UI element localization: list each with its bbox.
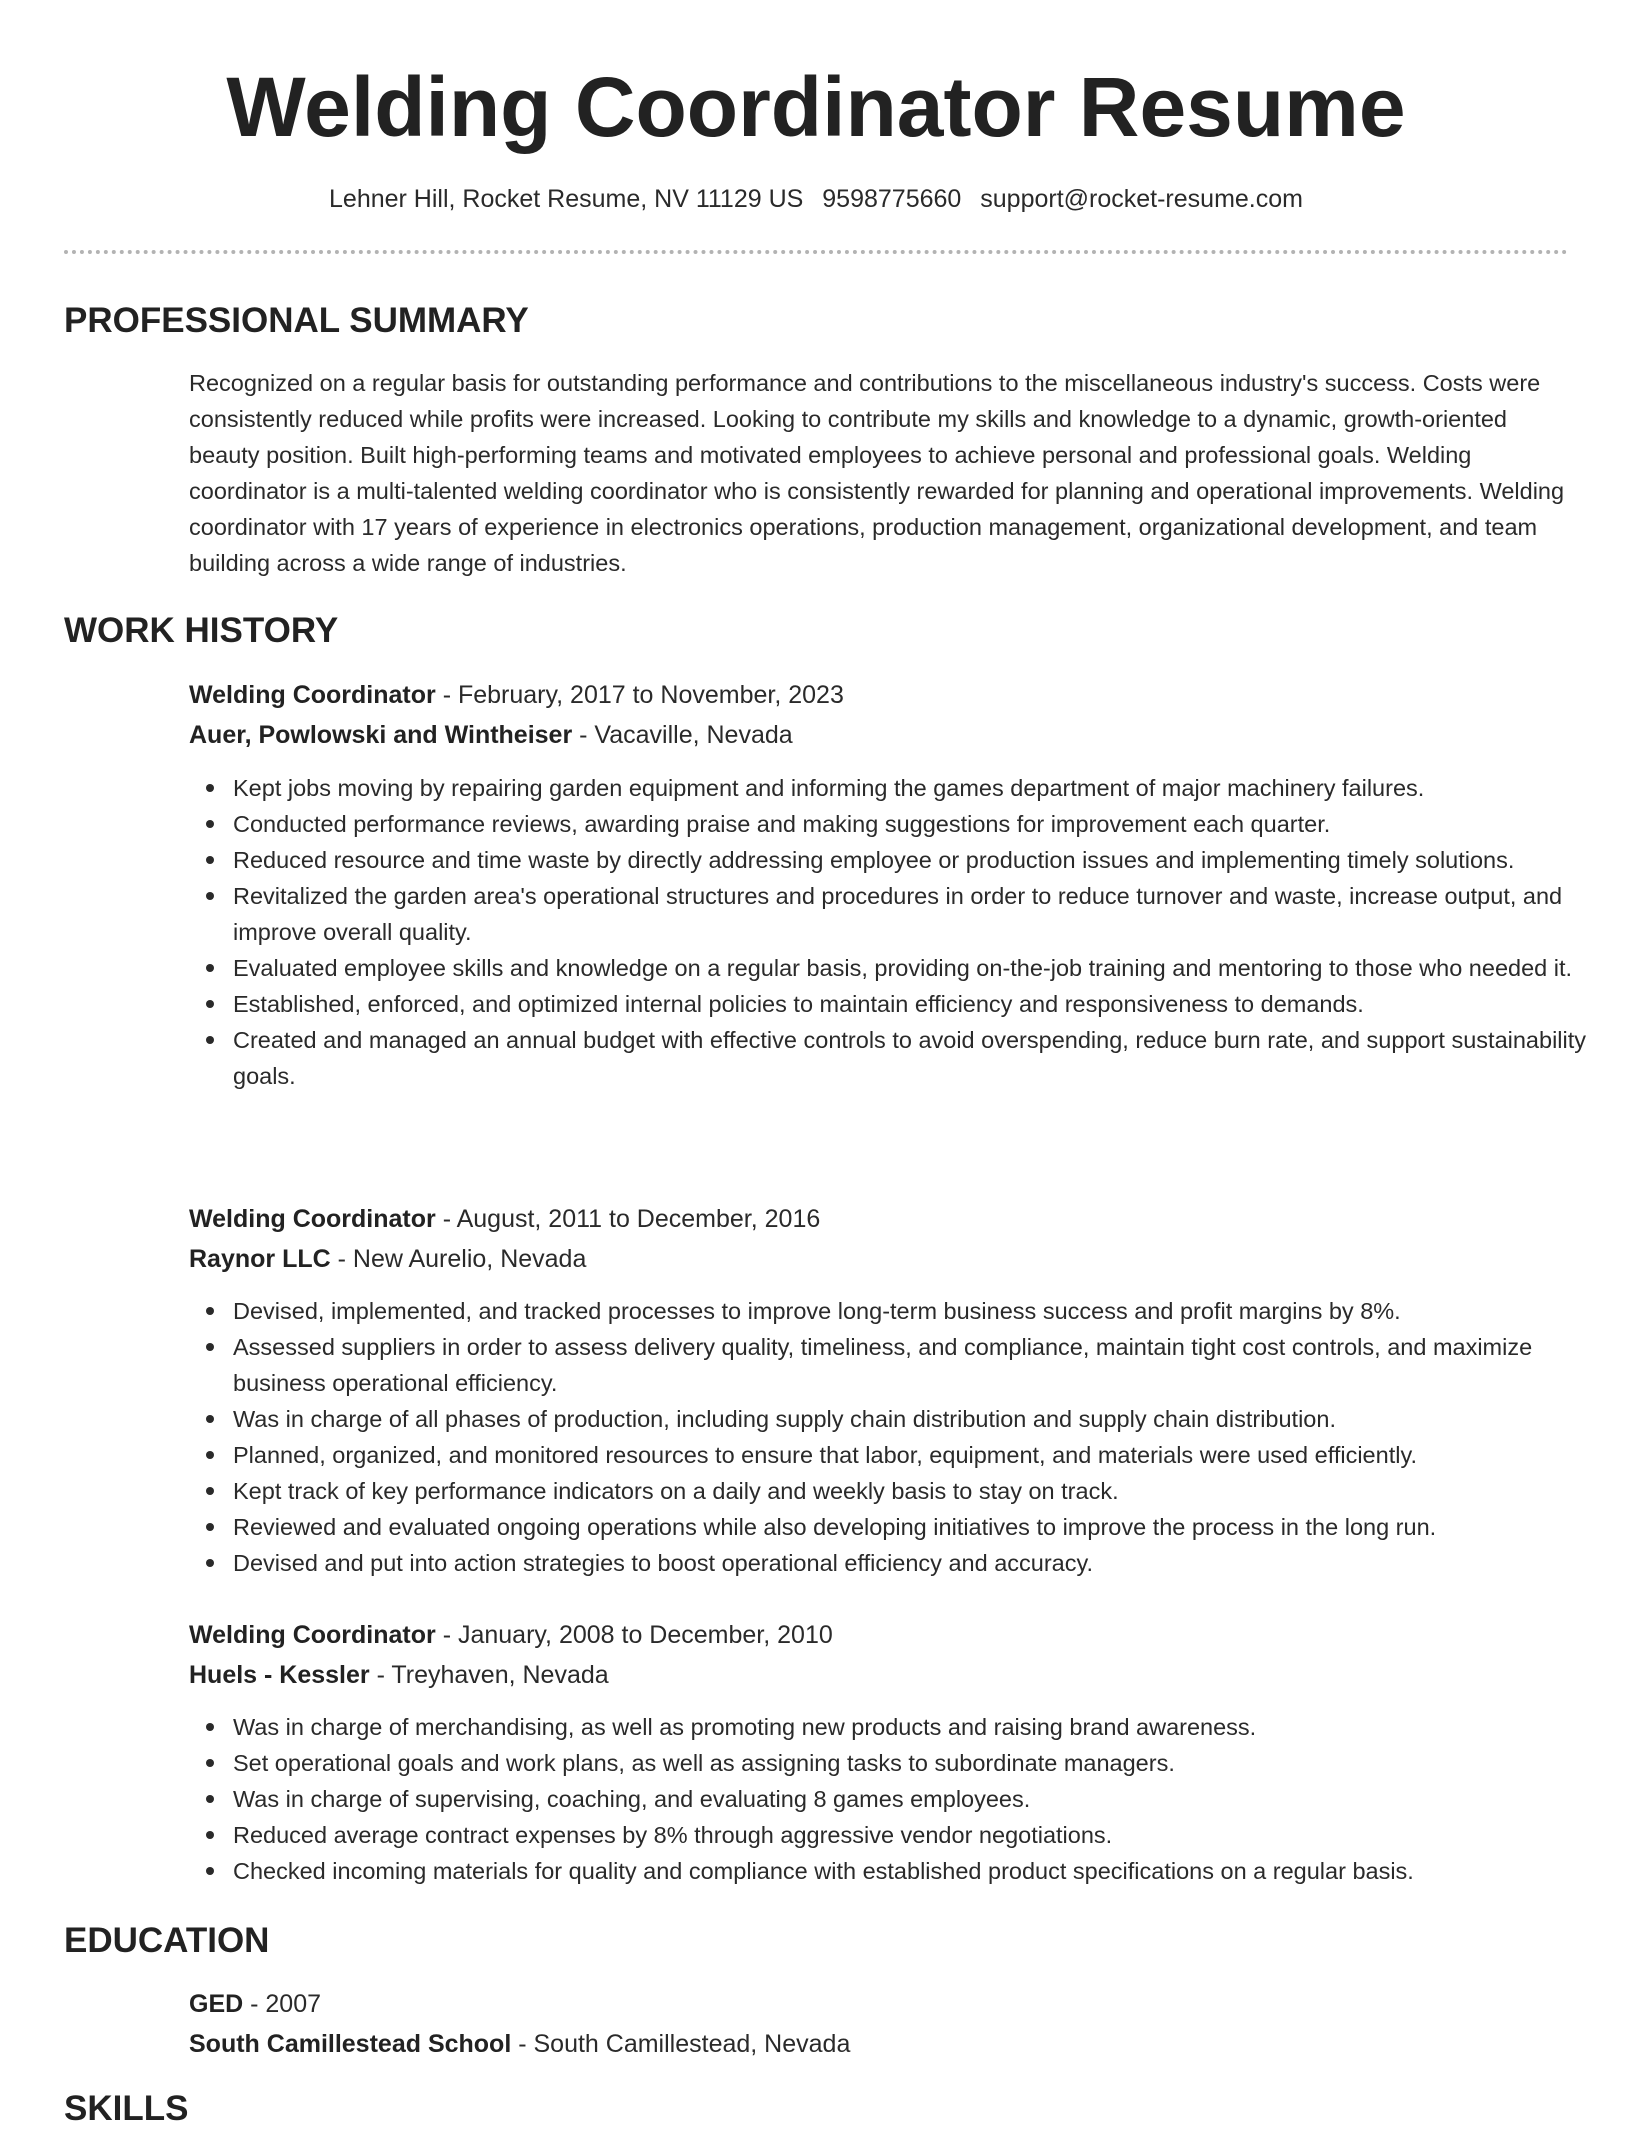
job-bullet: Was in charge of merchandising, as well as promoting new products and raising brand awareness. [233, 1709, 1623, 1745]
job-bullet: Created and managed an annual budget with effective controls to avoid overspending, reduce burn rate, and support sustainability goals. [233, 1022, 1623, 1094]
job-bullet: Was in charge of all phases of production, including supply chain distribution and supply chain distribution. [233, 1401, 1623, 1437]
job-bullets [189, 770, 1623, 1094]
contact-address: Lehner Hill, Rocket Resume, NV 11129 US [329, 185, 804, 213]
job-location: - New Aurelio, Nevada [330, 1245, 587, 1273]
job-bullet: Kept track of key performance indicators on a daily and weekly basis to stay on track. [233, 1473, 1623, 1509]
education-year: - 2007 [243, 1990, 322, 2018]
job-company: Huels - Kessler [189, 1661, 370, 1689]
job-bullet: Revitalized the garden area's operational structures and procedures in order to reduce turnover and waste, increase output, and improve overall quality. [233, 878, 1623, 950]
job-bullet: Established, enforced, and optimized internal policies to maintain efficiency and responsiveness to demands. [233, 986, 1623, 1022]
job-bullet: Reduced resource and time waste by directly addressing employee or production issues and implementing timely solutions. [233, 842, 1623, 878]
job-title: Welding Coordinator [189, 1621, 436, 1649]
job-bullet: Assessed suppliers in order to assess delivery quality, timeliness, and compliance, maintain tight cost controls, and maximize business operational efficiency. [233, 1329, 1623, 1401]
summary-text: Recognized on a regular basis for outstanding performance and contributions to the miscellaneous industry's success. Costs were consistently reduced while profits were increased. Looking to contribute my skills and knowledge to a dynamic, growth-oriented beauty position. Built high-performing teams and motivated employees to achieve personal and professional goals. Welding coordinator is a multi-talented welding coordinator who is consistently rewarded for planning and operational improvements. Welding coordinator with 17 years of experience in electronics operations, production management, organizational development, and team building across a wide range of industries. [189, 370, 1565, 576]
job-title-line [189, 1617, 833, 1653]
job-bullet: Was in charge of supervising, coaching, and evaluating 8 games employees. [233, 1781, 1623, 1817]
job-dates: - August, 2011 to December, 2016 [435, 1205, 821, 1233]
education-school-line [189, 2026, 850, 2062]
skills-heading: SKILLS [64, 2089, 189, 2128]
education-location: - South Camillestead, Nevada [511, 2030, 851, 2058]
job-company-line [189, 1657, 609, 1693]
job-bullet: Conducted performance reviews, awarding praise and making suggestions for improvement each quarter. [233, 806, 1623, 842]
job-title-line [189, 1201, 820, 1237]
work-history-heading: WORK HISTORY [64, 611, 339, 650]
job-location: - Treyhaven, Nevada [369, 1661, 609, 1689]
job-dates: - January, 2008 to December, 2010 [435, 1621, 833, 1649]
contact-line [0, 181, 1632, 217]
job-bullet: Checked incoming materials for quality and compliance with established product specifications on a regular basis. [233, 1853, 1623, 1889]
header-divider [64, 250, 1568, 254]
job-bullet: Set operational goals and work plans, as well as assigning tasks to subordinate managers. [233, 1745, 1623, 1781]
job-bullet: Reduced average contract expenses by 8% through aggressive vendor negotiations. [233, 1817, 1623, 1853]
job-bullet: Evaluated employee skills and knowledge on a regular basis, providing on-the-job training and mentoring to those who needed it. [233, 950, 1623, 986]
education-degree-line [189, 1986, 321, 2022]
job-location: - Vacaville, Nevada [572, 721, 793, 749]
job-company-line [189, 717, 793, 753]
education-degree: GED [189, 1990, 244, 2018]
job-bullet: Devised, implemented, and tracked processes to improve long-term business success and profit margins by 8%. [233, 1293, 1623, 1329]
job-bullet: Planned, organized, and monitored resources to ensure that labor, equipment, and materials were used efficiently. [233, 1437, 1623, 1473]
job-title-line [189, 677, 844, 713]
job-dates: - February, 2017 to November, 2023 [435, 681, 844, 709]
resume-title: Welding Coordinator Resume [226, 60, 1406, 154]
job-title: Welding Coordinator [189, 1205, 436, 1233]
job-company: Raynor LLC [189, 1245, 331, 1273]
job-company: Auer, Powlowski and Wintheiser [189, 721, 573, 749]
job-bullet: Devised and put into action strategies to boost operational efficiency and accuracy. [233, 1545, 1623, 1581]
contact-phone: 9598775660 [822, 185, 962, 213]
education-heading: EDUCATION [64, 1921, 270, 1960]
summary-heading: PROFESSIONAL SUMMARY [64, 301, 529, 340]
job-company-line [189, 1241, 586, 1277]
job-bullets [189, 1709, 1623, 1889]
job-bullet: Reviewed and evaluated ongoing operations while also developing initiatives to improve the process in the long run. [233, 1509, 1623, 1545]
education-school: South Camillestead School [189, 2030, 512, 2058]
job-title: Welding Coordinator [189, 681, 436, 709]
job-bullet: Kept jobs moving by repairing garden equipment and informing the games department of major machinery failures. [233, 770, 1623, 806]
contact-email: support@rocket-resume.com [980, 185, 1303, 213]
job-bullets [189, 1293, 1623, 1581]
